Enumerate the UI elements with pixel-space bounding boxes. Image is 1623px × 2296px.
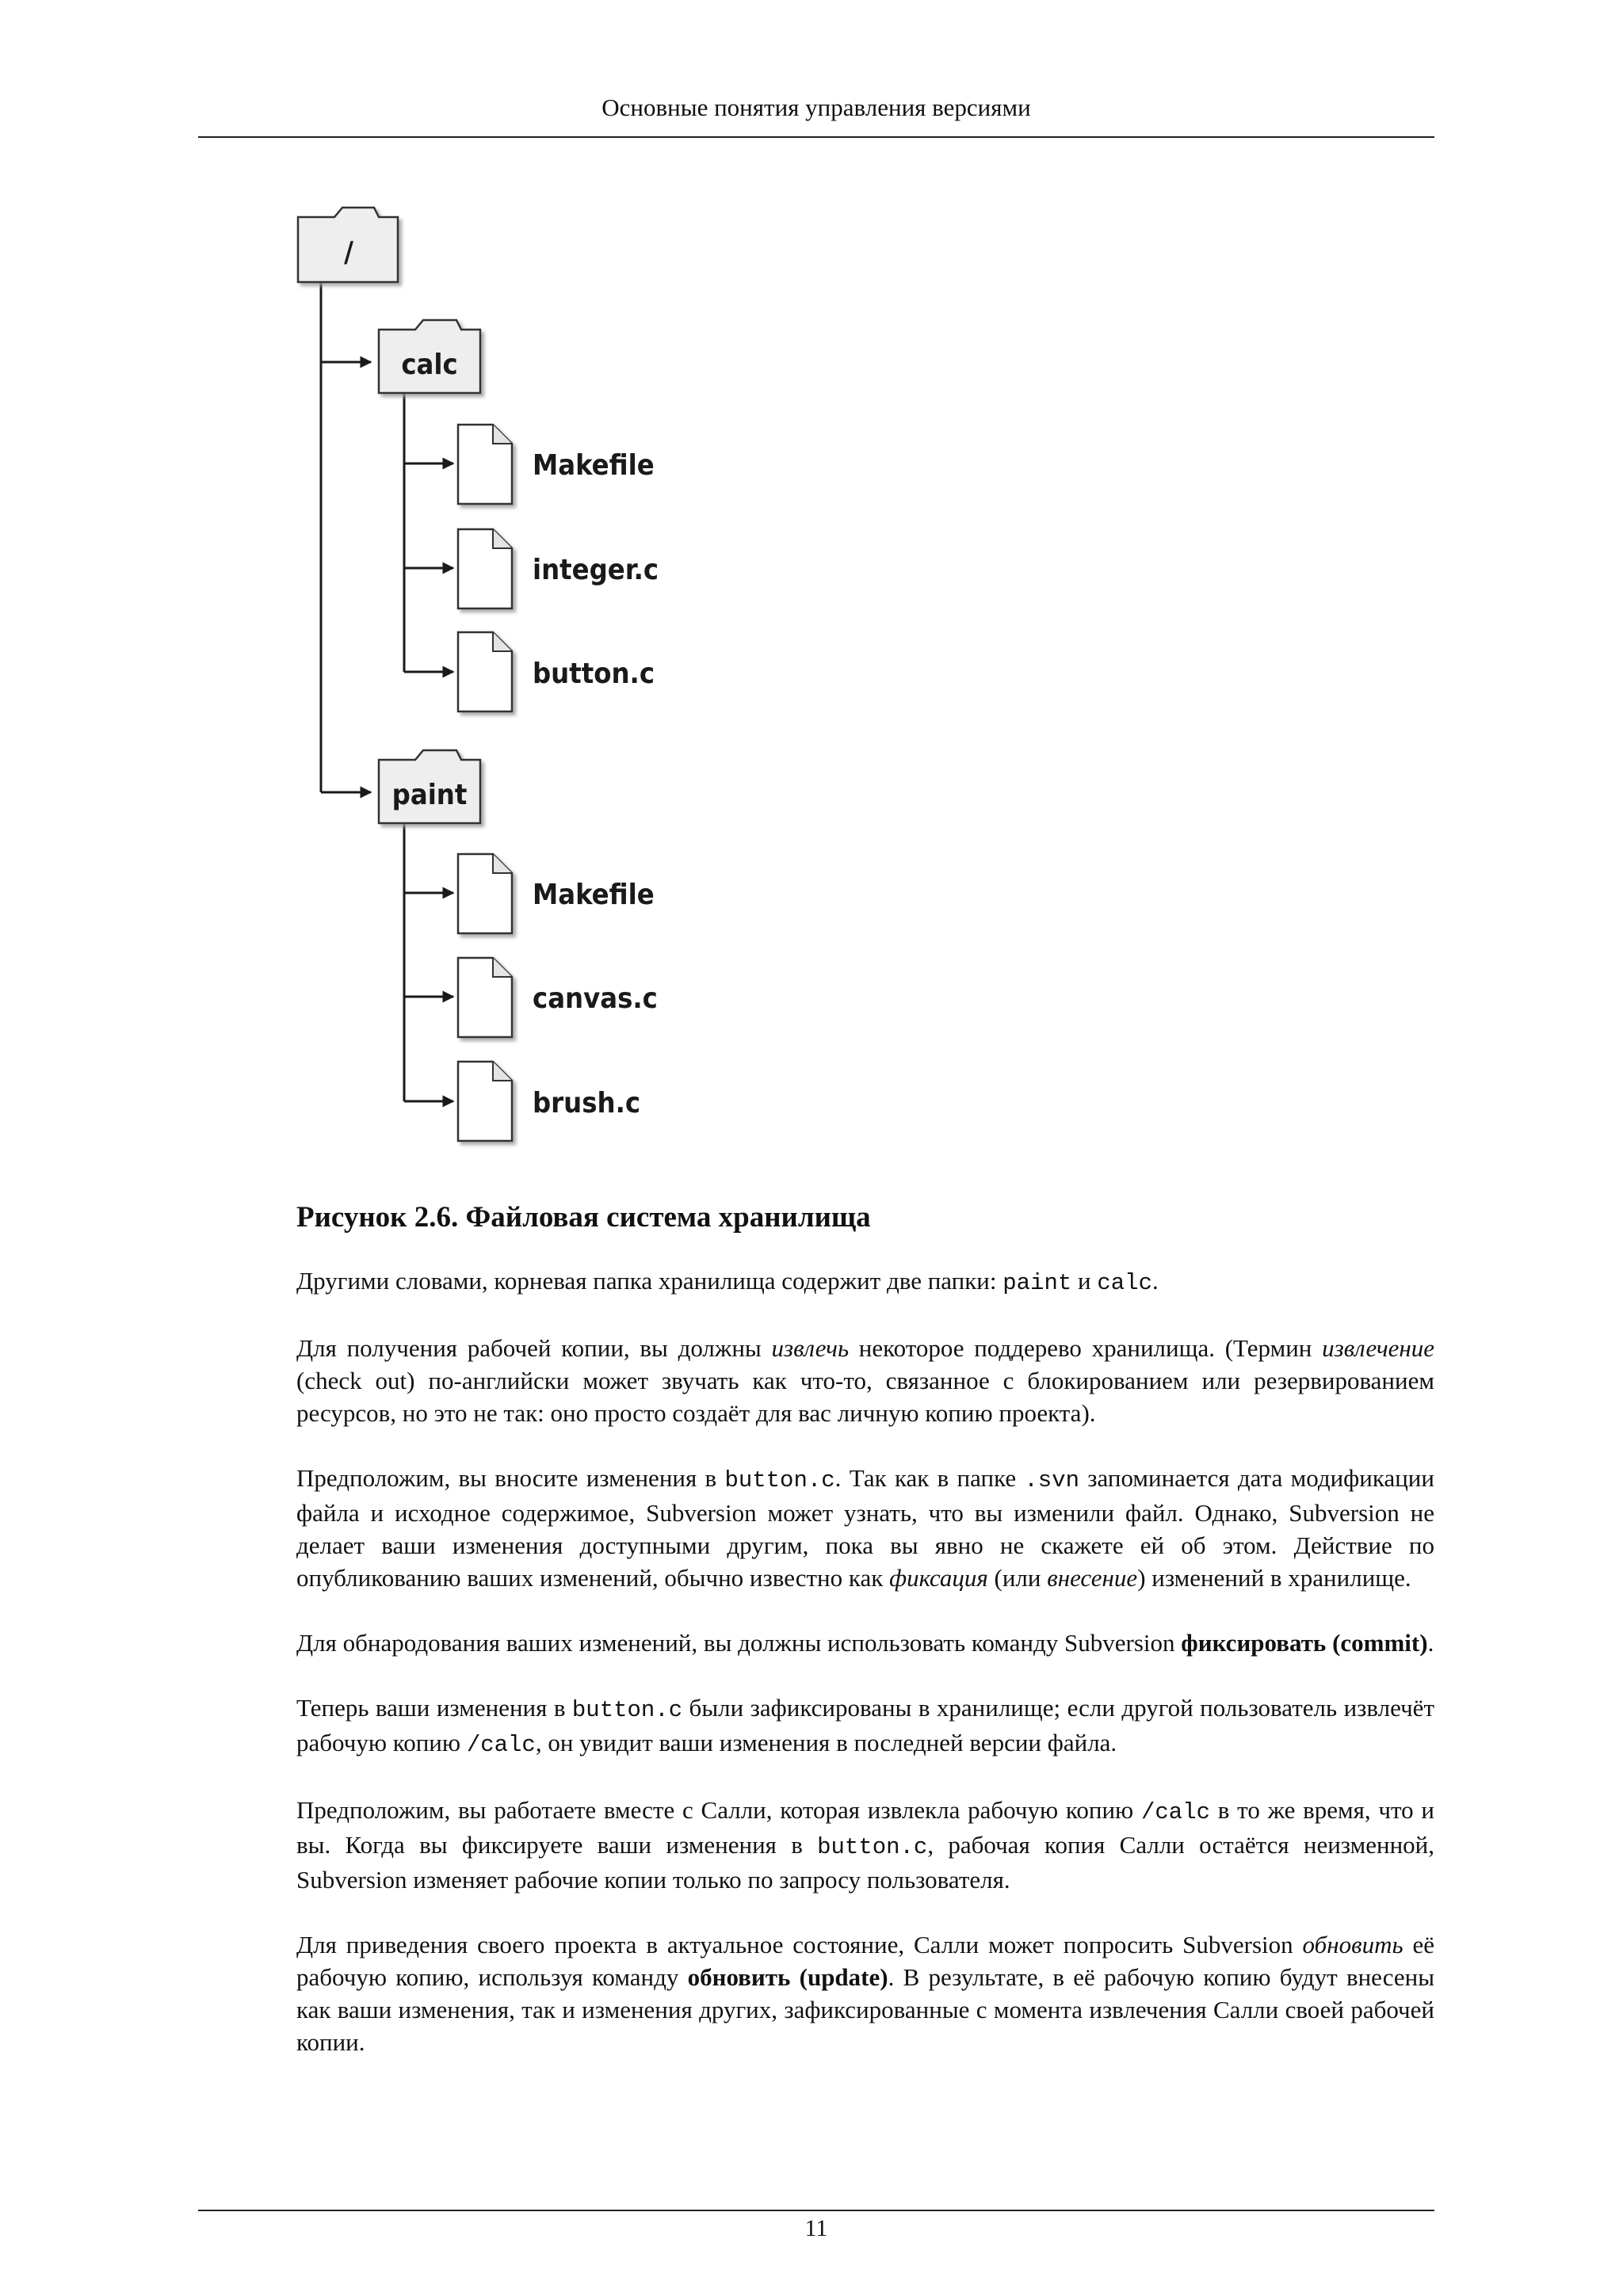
header-rule bbox=[198, 136, 1434, 138]
tree-connectors bbox=[321, 282, 453, 1101]
emphasis-term: внесение bbox=[1047, 1564, 1138, 1592]
file-label: canvas.c bbox=[533, 982, 658, 1015]
paragraph bbox=[296, 1928, 1434, 2058]
text-run: , он увидит ваши изменения в последней версии файла. bbox=[535, 1729, 1117, 1756]
code-span: button.c bbox=[724, 1467, 835, 1493]
text-run: . В результате, в её рабочую копию будут внесены как ваши изменения, так и изменения других, зафиксированные с момента извлечения Салли своей рабочей копии. bbox=[296, 1963, 1435, 2056]
command-name: обновить (update) bbox=[687, 1963, 888, 1991]
repository-filesystem-figure bbox=[285, 198, 761, 1173]
emphasis-term: обновить bbox=[1302, 1931, 1403, 1958]
text-run: Для обнародования ваших изменений, вы должны использовать команду Subversion bbox=[296, 1629, 1182, 1657]
root-folder-label: / bbox=[344, 236, 353, 269]
text-run: Другими словами, корневая папка хранилища содержит две папки: bbox=[296, 1267, 1003, 1295]
emphasis-term: извлечь bbox=[771, 1334, 850, 1362]
file-icon bbox=[458, 1062, 512, 1141]
code-span: calc bbox=[1097, 1270, 1152, 1296]
body-text bbox=[296, 1264, 1434, 2091]
text-run: . Так как в папке bbox=[834, 1464, 1025, 1492]
paragraph bbox=[296, 1462, 1434, 1594]
paragraph bbox=[296, 1264, 1434, 1299]
footer-rule bbox=[198, 2210, 1434, 2211]
text-run: Предположим, вы вносите изменения в bbox=[296, 1464, 725, 1492]
paragraph bbox=[296, 1794, 1434, 1896]
folder-label: calc bbox=[401, 349, 458, 381]
text-run: , рабочая копия Салли остаётся неизменной, Subversion изменяет рабочие копии только по запросу пользователя. bbox=[296, 1831, 1434, 1894]
code-span: paint bbox=[1002, 1270, 1072, 1296]
text-run: Для приведения своего проекта в актуальное состояние, Салли может попросить Subversion bbox=[296, 1931, 1303, 1958]
text-run: . bbox=[1151, 1267, 1159, 1295]
figure-caption: Рисунок 2.6. Файловая система хранилища bbox=[296, 1201, 871, 1234]
text-run: Для получения рабочей копии, вы должны bbox=[296, 1334, 772, 1362]
text-run: Теперь ваши изменения в bbox=[296, 1694, 572, 1722]
text-run: запоминается дата модификации файла и исходное содержимое, Subversion может узнать, что вы изменили файл. Однако, Subversion не делает ваши изменения доступными другим, пока вы явно не скажете ей об этом. Действие по опубликованию ваших изменений, обычно известно как bbox=[296, 1464, 1434, 1592]
code-span: /calc bbox=[466, 1732, 536, 1758]
file-icon bbox=[458, 425, 512, 504]
file-icon bbox=[458, 854, 512, 933]
file-icon bbox=[458, 529, 512, 608]
file-label: button.c bbox=[533, 658, 655, 690]
text-run: (check out) по-английски может звучать как что-то, связанное с блокированием или резервированием ресурсов, но это не так: оно просто создаёт для вас личную копию проекта). bbox=[296, 1367, 1434, 1427]
code-span: button.c bbox=[571, 1697, 683, 1723]
paragraph bbox=[296, 1332, 1434, 1429]
tree-diagram bbox=[285, 198, 761, 1173]
file-icon bbox=[458, 632, 512, 711]
file-label: Makefile bbox=[533, 449, 655, 482]
command-name: фиксировать (commit) bbox=[1181, 1629, 1428, 1657]
text-run: и bbox=[1071, 1267, 1098, 1295]
paragraph bbox=[296, 1691, 1434, 1761]
text-run: в то же время, что и вы. Когда вы фиксируете ваши изменения в bbox=[296, 1796, 1434, 1859]
file-label: Makefile bbox=[533, 879, 655, 911]
folder-label: paint bbox=[391, 779, 468, 811]
text-run: были зафиксированы в хранилище; если другой пользователь извлечёт рабочую копию bbox=[296, 1694, 1434, 1756]
file-icon bbox=[458, 958, 512, 1037]
code-span: /calc bbox=[1140, 1799, 1210, 1825]
text-run: . bbox=[1427, 1629, 1434, 1657]
file-label: integer.c bbox=[533, 554, 659, 586]
page-number: 11 bbox=[804, 2215, 828, 2241]
file-label: brush.c bbox=[533, 1087, 641, 1119]
code-span: button.c bbox=[817, 1834, 928, 1860]
paragraph bbox=[296, 1627, 1434, 1659]
text-run: ) изменений в хранилище. bbox=[1137, 1564, 1411, 1592]
running-header: Основные понятия управления версиями bbox=[601, 93, 1031, 121]
text-run: некоторое поддерево хранилища. (Термин bbox=[849, 1334, 1323, 1362]
text-run: Предположим, вы работаете вместе с Салли, которая извлекла рабочую копию bbox=[296, 1796, 1141, 1824]
text-run: (или bbox=[987, 1564, 1048, 1592]
code-span: .svn bbox=[1024, 1467, 1080, 1493]
text-run: её рабочую копию, используя команду bbox=[296, 1931, 1434, 1991]
emphasis-term: фиксация bbox=[889, 1564, 988, 1592]
emphasis-term: извлечение bbox=[1322, 1334, 1435, 1362]
